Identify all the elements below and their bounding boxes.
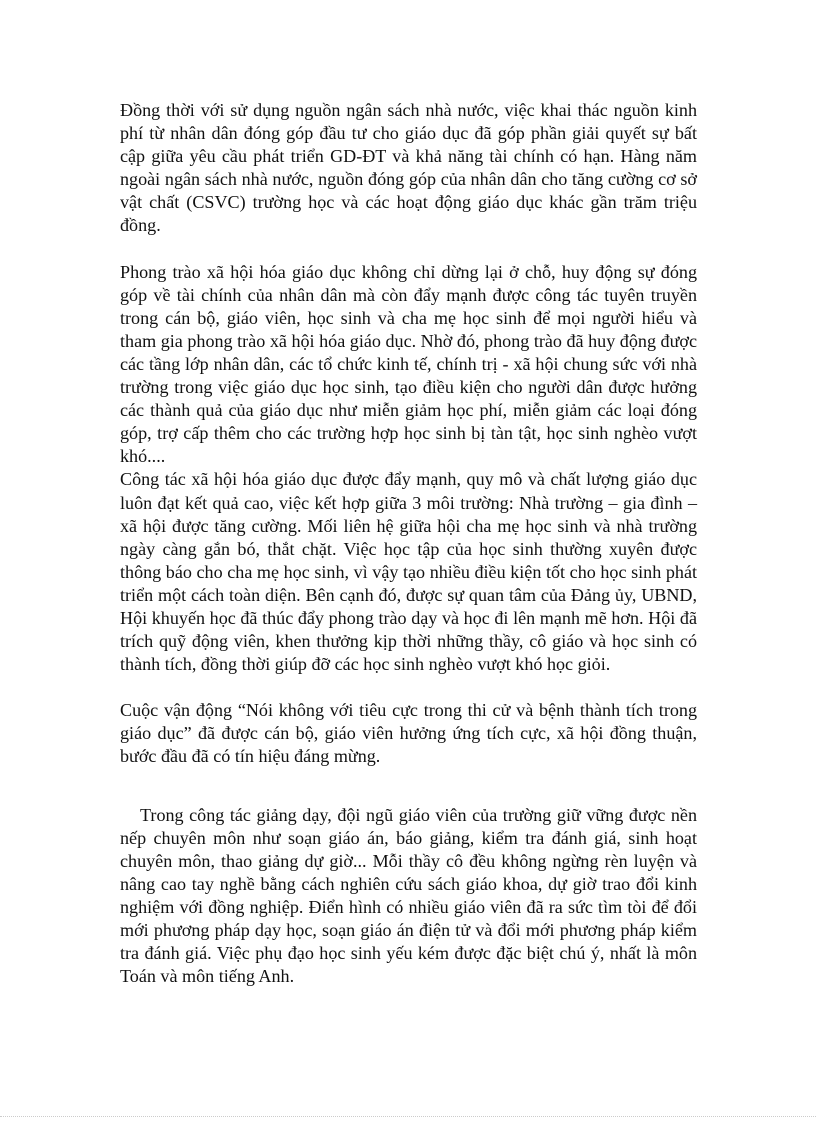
page-bottom-divider [0, 1116, 816, 1117]
paragraph-spacer [120, 676, 697, 699]
paragraph-3: Công tác xã hội hóa giáo dục được đẩy mạnh, quy mô và chất lượng giáo dục luôn đạt kết quả cao, việc kết hợp giữa 3 môi trường: Nhà trường – gia đình – xã hội được tăng cường. Mối liên hệ giữa hội cha mẹ học sinh và nhà trường ngày càng gắn bó, thắt chặt. Việc học tập của học sinh thường xuyên được thông báo cho cha mẹ học sinh, vì vậy tạo nhiều điều kiện tốt cho học sinh phát triển một cách toàn diện. Bên cạnh đó, được sự quan tâm của Đảng ủy, UBND, Hội khuyến học đã thúc đẩy phong trào dạy và học đi lên mạnh mẽ hơn. Hội đã trích quỹ động viên, khen thưởng kịp thời những thầy, cô giáo và học sinh có thành tích, đồng thời giúp đỡ các học sinh nghèo vượt khó học giỏi. [120, 469, 697, 675]
paragraph-5: Trong công tác giảng dạy, đội ngũ giáo viên của trường giữ vững được nền nếp chuyên môn như soạn giáo án, báo giảng, kiểm tra đánh giá, sinh hoạt chuyên môn, thao giảng dự giờ... Mỗi thầy cô đều không ngừng rèn luyện và nâng cao tay nghề bằng cách nghiên cứu sách giáo khoa, dự giờ trao đổi kinh nghiệm với đồng nghiệp. Điển hình có nhiều giáo viên đã ra sức tìm tòi để đổi mới phương pháp dạy học, soạn giáo án điện tử và đổi mới phương pháp kiểm tra đánh giá. Việc phụ đạo học sinh yếu kém được đặc biệt chú ý, nhất là môn Toán và môn tiếng Anh. [120, 804, 697, 987]
paragraph-spacer [120, 769, 697, 792]
paragraph-2: Phong trào xã hội hóa giáo dục không chỉ dừng lại ở chỗ, huy động sự đóng góp về tài chính của nhân dân mà còn đẩy mạnh được công tác tuyên truyền trong cán bộ, giáo viên, học sinh và cha mẹ học sinh để mọi người hiểu và tham gia phong trào xã hội hóa giáo dục. Nhờ đó, phong trào đã huy động được các tầng lớp nhân dân, các tổ chức kinh tế, chính trị - xã hội chung sức với nhà trường trong việc giáo dục học sinh, tạo điều kiện cho người dân được hưởng các thành quả của giáo dục như miễn giảm học phí, miễn giảm các loại đóng góp, trợ cấp thêm cho các trường hợp học sinh bị tàn tật, học sinh nghèo vượt khó.... [120, 261, 697, 467]
document-body [120, 99, 697, 988]
paragraph-4: Cuộc vận động “Nói không với tiêu cực trong thi cử và bệnh thành tích trong giáo dục” đã được cán bộ, giáo viên hưởng ứng tích cực, xã hội đồng thuận, bước đầu đã có tín hiệu đáng mừng. [120, 700, 697, 767]
paragraph-spacer [120, 238, 697, 261]
paragraph-1: Đồng thời với sử dụng nguồn ngân sách nhà nước, việc khai thác nguồn kinh phí từ nhân dân đóng góp đầu tư cho giáo dục đã góp phần giải quyết sự bất cập giữa yêu cầu phát triển GD-ĐT và khả năng tài chính có hạn. Hàng năm ngoài ngân sách nhà nước, nguồn đóng góp của nhân dân cho tăng cường cơ sở vật chất (CSVC) trường học và các hoạt động giáo dục khác gần trăm triệu đồng. [120, 100, 697, 236]
